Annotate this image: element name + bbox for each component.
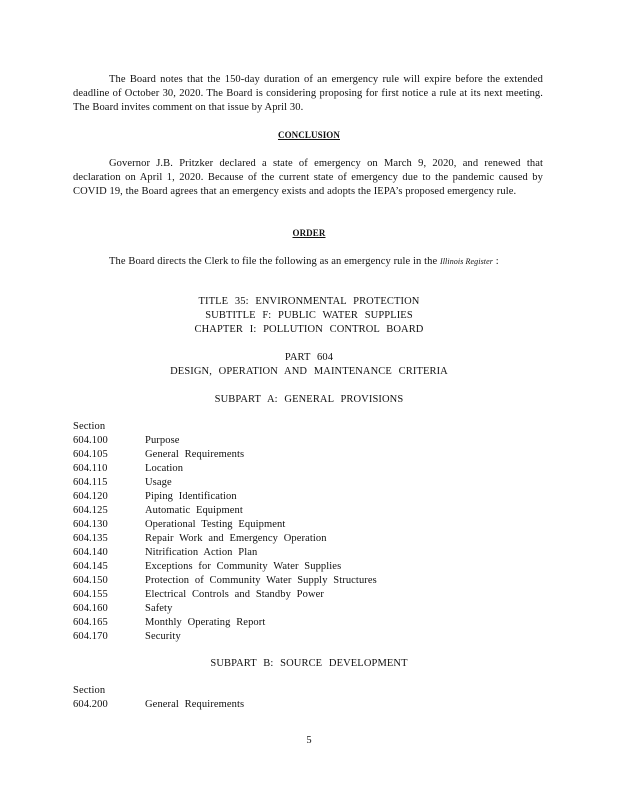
section-row (73, 477, 473, 491)
section-title: Exceptions for Community Water Supplies (145, 561, 342, 572)
section-title: Electrical Controls and Standby Power (145, 589, 324, 600)
section-title: Usage (145, 477, 172, 488)
section-title: Nitrification Action Plan (145, 547, 258, 558)
section-title: Operational Testing Equipment (145, 519, 286, 530)
section-title: Location (145, 463, 184, 474)
illinois-register-italic: Illinois Register (439, 257, 493, 266)
section-number: 604.105 (73, 449, 108, 460)
section-row (73, 575, 473, 589)
section-title: General Requirements (145, 449, 245, 460)
section-row (73, 603, 473, 617)
paragraph-emergency-duration (73, 73, 543, 115)
section-number: 604.150 (73, 575, 108, 586)
section-title: Monthly Operating Report (145, 617, 266, 628)
section-title: Piping Identification (145, 491, 237, 502)
order-heading: ORDER (292, 228, 326, 238)
section-number: 604.200 (73, 699, 108, 710)
section-number: 604.135 (73, 533, 108, 544)
section-row (73, 617, 473, 631)
section-number: 604.165 (73, 617, 108, 628)
section-number: 604.160 (73, 603, 108, 614)
page-number: 5 (306, 735, 312, 746)
section-number: 604.100 (73, 435, 108, 446)
paragraph-order (73, 255, 543, 269)
section-number: 604.115 (73, 477, 108, 488)
section-row (73, 463, 473, 477)
section-label: Section (73, 421, 106, 432)
conclusion-heading: CONCLUSION (277, 130, 340, 140)
section-title: Safety (145, 603, 173, 614)
paragraph-colon: : (495, 256, 499, 267)
subpart-b-heading: SUBPART B: SOURCE DEVELOPMENT (210, 658, 408, 669)
section-title: General Requirements (145, 699, 245, 710)
section-row (73, 491, 473, 505)
section-title: Purpose (145, 435, 180, 446)
paragraph-text: The Board notes that the 150-day duration of an emergency rule will expire before the extended deadline of October 30, 2020. The Board is considering proposing for first notice a rule at its next meeting. The Board invites comment on that issue by April 30. (73, 74, 543, 113)
section-row (73, 589, 473, 603)
section-row (73, 631, 473, 645)
section-row (73, 505, 473, 519)
section-title: Security (145, 631, 181, 642)
section-row (73, 561, 473, 575)
paragraph-text: The Board directs the Clerk to file the following as an emergency rule in the (109, 256, 440, 267)
subpart-a-heading: SUBPART A: GENERAL PROVISIONS (214, 394, 404, 405)
section-row (73, 435, 473, 449)
chapter-line: CHAPTER I: POLLUTION CONTROL BOARD (194, 324, 424, 335)
section-row (73, 449, 473, 463)
section-number: 604.140 (73, 547, 108, 558)
section-title: Repair Work and Emergency Operation (145, 533, 327, 544)
section-row (73, 533, 473, 547)
section-number: 604.130 (73, 519, 108, 530)
paragraph-text: Governor J.B. Pritzker declared a state of emergency on March 9, 2020, and renewed that declaration on April 1, 2020. Because of the current state of emergency due to the pandemic caused by COVID 19, the Board agrees that an emergency exists and adopts the IEPA’s proposed emergency rule. (73, 158, 543, 197)
section-row (73, 699, 473, 713)
title-line: TITLE 35: ENVIRONMENTAL PROTECTION (198, 296, 420, 307)
section-title: Protection of Community Water Supply Structures (145, 575, 377, 586)
section-number: 604.155 (73, 589, 108, 600)
section-number: 604.110 (73, 463, 108, 474)
section-number: 604.125 (73, 505, 108, 516)
section-title: Automatic Equipment (145, 505, 243, 516)
section-number: 604.170 (73, 631, 108, 642)
section-number: 604.120 (73, 491, 108, 502)
part-line: PART 604 (284, 352, 334, 363)
subtitle-line: SUBTITLE F: PUBLIC WATER SUPPLIES (205, 310, 413, 321)
section-row (73, 519, 473, 533)
section-row (73, 547, 473, 561)
section-number: 604.145 (73, 561, 108, 572)
part-title-line: DESIGN, OPERATION AND MAINTENANCE CRITERIA (170, 366, 448, 377)
paragraph-conclusion (73, 157, 543, 199)
section-label: Section (73, 685, 106, 696)
